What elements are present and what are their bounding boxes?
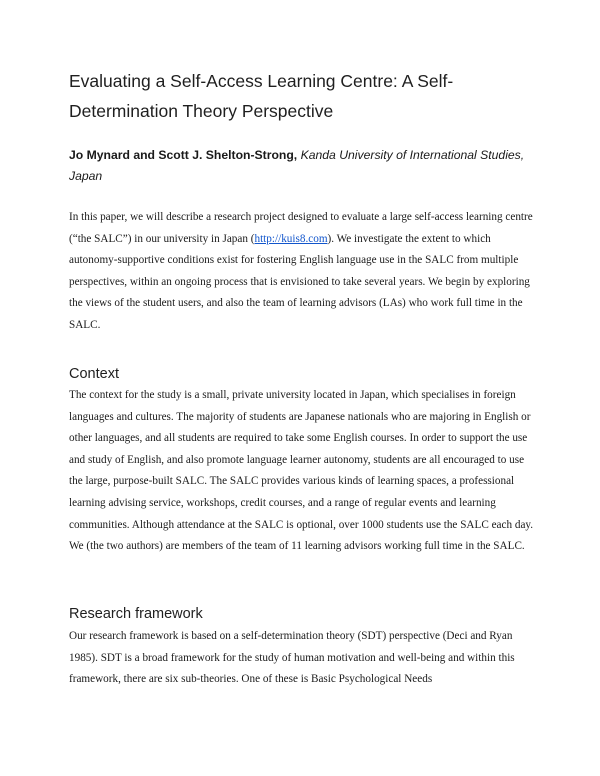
intro-text-after-link: ). We investigate the extent to which autonomy-supportive conditions exist for fostering English language use in the SALC from multiple perspectives, within an ongoing process that is envisioned to take several years. We begin by exploring the views of the student users, and also the team of learning advisors (LAs) who work full time in the SALC.	[69, 232, 530, 331]
intro-text-before-link: In this paper, we will describe a research project designed to evaluate a large self-access learning centre (“the SALC”) in our university in Japan (	[69, 211, 533, 245]
context-paragraph: The context for the study is a small, private university located in Japan, which specialises in foreign languages and cultures. The majority of students are Japanese nationals who are majoring in English or other languages, and all students are required to take some English courses. In order to support the use and study of English, and also promote language learner autonomy, students are all encouraged to use the large, purpose-built SALC. The SALC provides various kinds of learning spaces, a professional learning advising service, workshops, credit courses, and a range of regular events and learning communities. Although attendance at the SALC is optional, over 1000 students use the SALC each day. We (the two authors) are members of the team of 11 learning advisors working full time in the SALC.	[69, 389, 534, 553]
research-framework-paragraph: Our research framework is based on a self-determination theory (SDT) perspective (Deci and Ryan 1985). SDT is a broad framework for the study of human motivation and well-being and within this framework, there are six sub-theories. One of these is Basic Psychological Needs	[69, 630, 515, 686]
intro-paragraph	[69, 207, 539, 337]
affiliation: Kanda University of International Studies, Japan	[69, 148, 525, 183]
research-framework-heading: Research framework	[69, 606, 203, 622]
byline	[69, 145, 539, 187]
context-heading: Context	[69, 366, 119, 382]
kuis8-link[interactable]: http://kuis8.com	[254, 232, 328, 245]
paper-title: Evaluating a Self-Access Learning Centre: A Self-Determination Theory Perspective	[69, 71, 454, 121]
authors: Jo Mynard and Scott J. Shelton-Strong,	[69, 148, 298, 162]
